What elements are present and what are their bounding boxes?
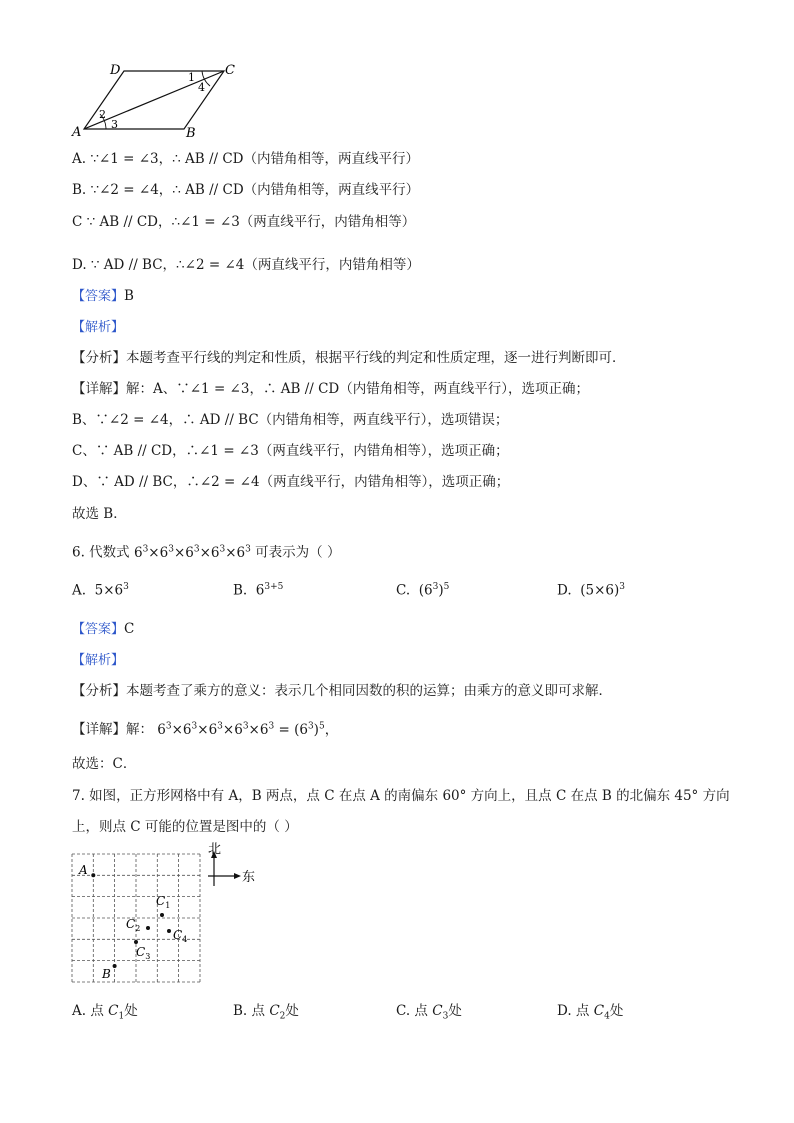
point-b [113,964,117,968]
q5-conclusion: 故选 B． [72,506,127,522]
q6-analysis [72,682,612,700]
point-b-label: B [102,967,111,981]
jiexi-tag: 【解析】 [72,320,125,335]
q6-conclusion: 故选：C． [72,756,137,772]
point-c2 [146,926,150,930]
point-c2-label: $C_2$ [126,917,141,933]
q7-option-d: D. 点 $C_4$处 [557,1003,624,1022]
detail-tag: 【详解】 [72,721,126,738]
q7-grid-figure [66,838,276,990]
angle-label-4: 4 [198,81,205,94]
q5-option-a: A. ∵∠1 = ∠3，∴ AB // CD（内错角相等，两直线平行） [72,151,419,167]
q5-option-d: D. ∵ AD // BC，∴∠2 = ∠4（两直线平行，内错角相等） [72,257,420,273]
q5-jiexi [72,318,124,337]
point-a-label: A [79,863,88,877]
vertex-b: B [186,126,196,141]
vertex-d: D [110,63,121,78]
answer-value: B [124,288,134,304]
q6-expression: $6^3\times 6^3\times 6^3\times 6^3\times 6^3$ [133,544,251,561]
q7-stem-line1: 7. 如图，正方形网格中有 A，B 两点，点 C 在点 A 的南偏东 60° 方向上，且点 C 在点 B 的北偏东 45° 方向 [72,788,730,804]
q5-detail-4: D、∵ AD // BC，∴∠2 = ∠4（两直线平行，内错角相等），选项正确； [72,474,510,490]
answer-tag: 【答案】 [72,622,125,637]
q7-option-a: A. 点 $C_1$处 [72,1003,138,1022]
point-c3 [134,940,138,944]
q7-option-c: C. 点 $C_3$处 [396,1003,462,1022]
angle-label-1: 1 [188,71,195,84]
q6-detail-expression: $6^3\times 6^3\times 6^3\times 6^3\times 6^3 = (6^3)^5$， [157,721,339,738]
point-a [91,873,95,877]
answer-value: C [124,621,135,637]
point-c3-label: $C_3$ [136,945,151,961]
vertex-a: A [72,125,82,140]
q6-option-b: B. $6^{3+5}$ [233,582,284,599]
detail-prefix: 解： [126,721,153,738]
q7-option-b: B. 点 $C_2$处 [233,1003,299,1022]
q5-option-c: C ∵ AB // CD，∴∠1 = ∠3（两直线平行，内错角相等） [72,214,416,230]
q7-stem-line2: 上，则点 C 可能的位置是图中的（ ） [72,819,298,835]
point-c4-label: $C_4$ [173,928,188,944]
detail-tag: 【详解】 [72,381,126,397]
q5-detail-3: C、∵ AB // CD，∴∠1 = ∠3（两直线平行，内错角相等），选项正确； [72,443,509,459]
detail-text: 解：A、∵∠1 = ∠3，∴ AB // CD（内错角相等，两直线平行），选项正确； [126,381,589,397]
q6-option-d: D. $(5\times 6)^3$ [557,582,625,599]
q6-stem-prefix: 6. 代数式 [72,544,130,561]
jiexi-tag: 【解析】 [72,653,125,668]
east-label: 东 [242,870,256,885]
analysis-text: 本题考查了乘方的意义：表示几个相同因数的积的运算；由乘方的意义即可求解． [126,683,612,699]
q5-analysis [72,349,626,367]
q5-detail-2: B、∵∠2 = ∠4，∴ AD // BC（内错角相等，两直线平行），选项错误； [72,412,509,428]
q5-detail-1 [72,380,589,398]
angle-label-3: 3 [111,118,118,131]
grid-lines [72,854,200,982]
q5-answer [72,287,134,306]
angle-label-2: 2 [99,108,106,121]
analysis-tag: 【分析】 [72,350,126,366]
q5-option-b: B. ∵∠2 = ∠4，∴ AB // CD（内错角相等，两直线平行） [72,182,420,198]
answer-tag: 【答案】 [72,289,125,304]
analysis-tag: 【分析】 [72,683,126,699]
q6-stem-suffix: 可表示为（ ） [255,544,341,561]
point-c1-label: $C_1$ [156,894,171,910]
analysis-text: 本题考查平行线的判定和性质，根据平行线的判定和性质定理，逐一进行判断即可． [126,350,626,366]
q6-answer [72,620,134,639]
q6-stem [72,540,340,562]
parallelogram-figure [62,56,252,144]
q6-jiexi [72,651,124,670]
q6-option-a: A. $5\times 6^3$ [72,582,129,599]
point-c4 [167,929,171,933]
point-c1 [160,913,164,917]
north-label: 北 [208,842,222,857]
q6-detail [72,717,338,739]
vertex-c: C [225,63,235,78]
east-arrowhead [234,873,241,879]
q6-option-c: C. $(6^3)^5$ [396,582,450,599]
